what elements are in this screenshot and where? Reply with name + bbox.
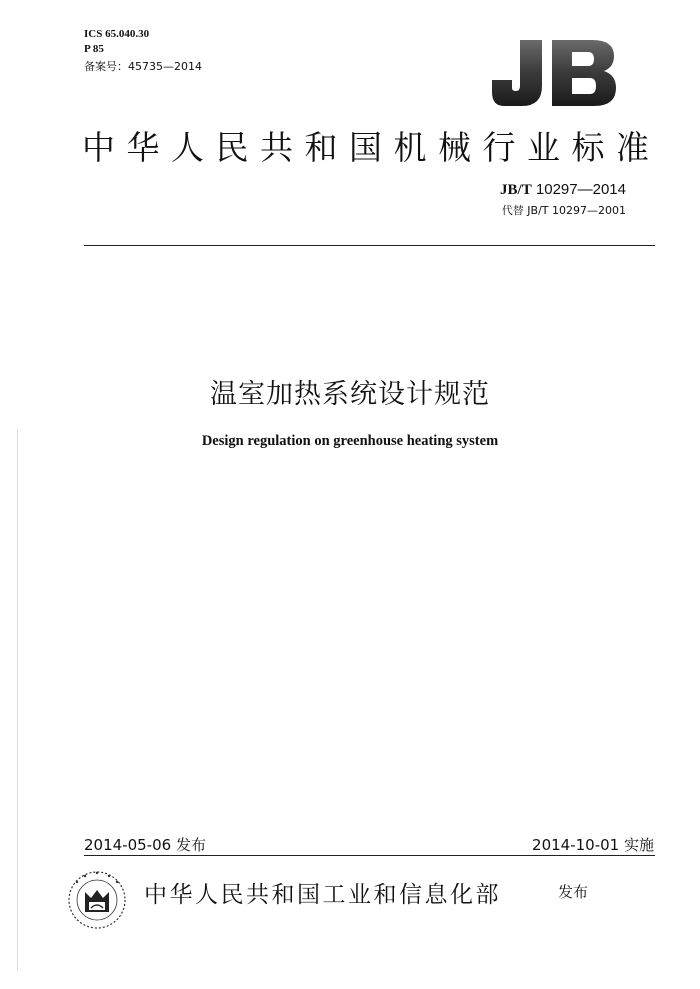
record-number: 备案号：45735—2014 [84, 60, 202, 73]
classification-code: P 85 [84, 43, 104, 55]
replaces-standard: 代替 JB/T 10297—2001 [501, 204, 626, 217]
jb-logo-icon [490, 36, 620, 110]
standard-code-prefix: JB/T [500, 182, 532, 198]
ics-code: ICS 65.040.30 [84, 28, 150, 40]
scan-edge-line [17, 430, 18, 970]
implement-date: 2014-10-01 实施 [532, 836, 654, 854]
document-title-chinese: 温室加热系统设计规范 [210, 379, 490, 410]
ministry-seal-icon [65, 868, 129, 932]
issue-label: 发布 [558, 883, 589, 901]
standard-code-number: 10297—2014 [535, 181, 626, 198]
issuing-authority: 中华人民共和国工业和信息化部 [144, 882, 501, 908]
footer-divider [84, 855, 655, 856]
standard-category-title: 中华人民共和国机械行业标准 [82, 128, 661, 167]
standard-code [500, 181, 626, 199]
logo-text: JB [490, 36, 491, 37]
header-divider [84, 245, 655, 246]
publish-date: 2014-05-06 发布 [84, 836, 206, 854]
document-title-english: Design regulation on greenhouse heating system [201, 433, 499, 449]
